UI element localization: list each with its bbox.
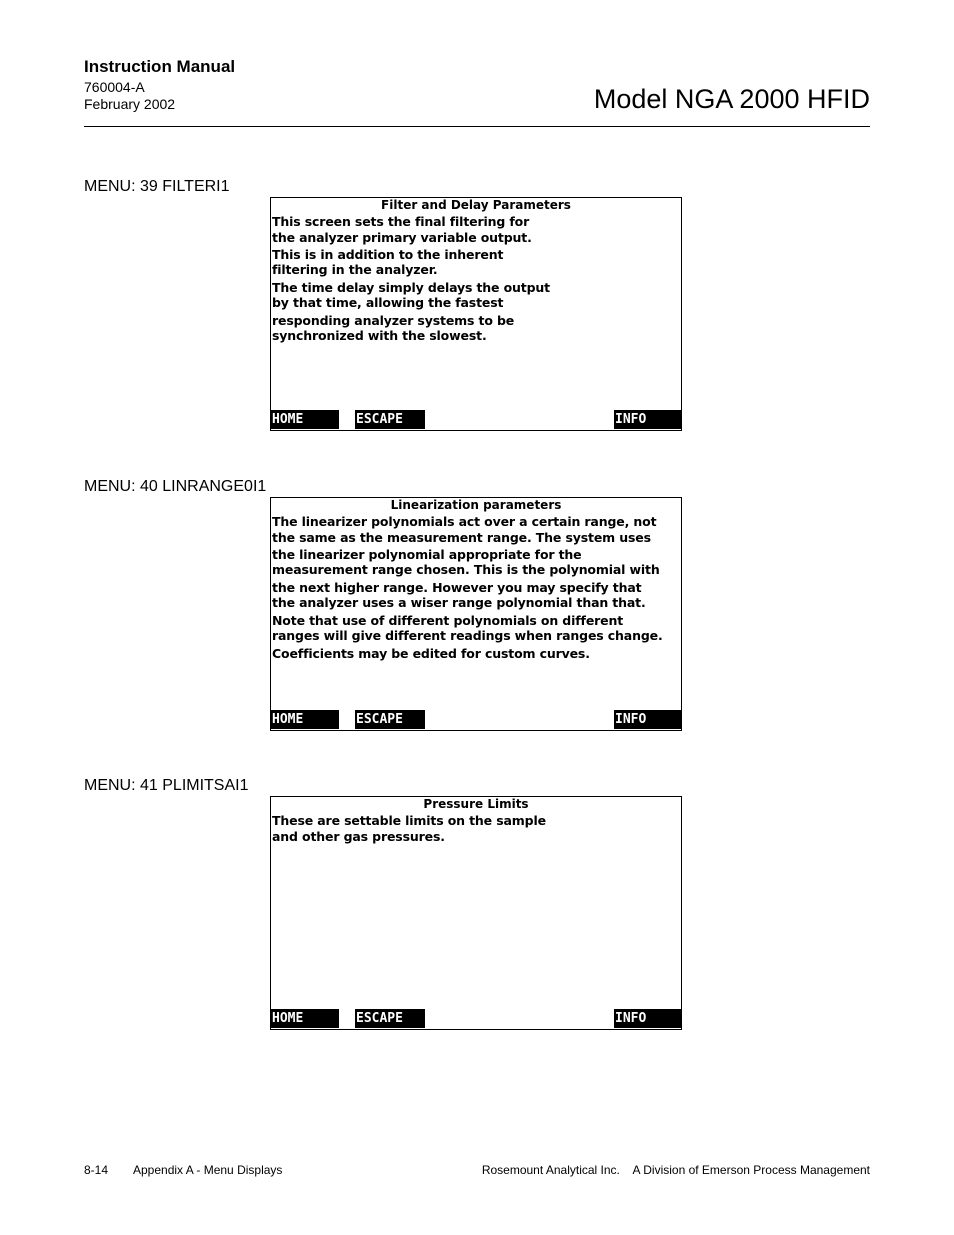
screen-text-line: These are settable limits on the sample	[272, 813, 546, 828]
screen-title: Linearization parameters	[390, 498, 562, 512]
model-title: Model NGA 2000 HFID	[593, 84, 870, 114]
screen-text-line: measurement range chosen. This is the polynomial with	[272, 562, 660, 577]
menu-label-39: MENU: 39 FILTERI1	[84, 178, 230, 195]
info-softkey[interactable]: INFO	[614, 1009, 681, 1028]
screen-text-line: This is in addition to the inherent	[272, 247, 504, 262]
menu-screen-41	[270, 796, 682, 1030]
home-softkey[interactable]: HOME	[271, 710, 339, 729]
section-title: Appendix A - Menu Displays	[133, 1163, 283, 1177]
screen-text-line: Coefficients may be edited for custom curves.	[272, 646, 590, 661]
document-number: 760004-A	[84, 79, 145, 95]
document-date: February 2002	[84, 96, 176, 112]
menu-screen-39	[270, 197, 682, 431]
screen-text-line: the analyzer uses a wiser range polynomial than that.	[272, 595, 646, 610]
home-softkey[interactable]: HOME	[271, 410, 339, 429]
header-divider	[84, 126, 870, 127]
menu-label-40: MENU: 40 LINRANGE0I1	[84, 478, 267, 495]
screen-title: Pressure Limits	[423, 797, 529, 811]
screen-text-line: The linearizer polynomials act over a certain range, not	[272, 514, 657, 529]
screen-text-line: by that time, allowing the fastest	[272, 295, 504, 310]
screen-text-line: synchronized with the slowest.	[272, 328, 487, 343]
screen-text-line: the next higher range. However you may specify that	[272, 580, 642, 595]
escape-softkey[interactable]: ESCAPE	[355, 1009, 425, 1028]
screen-title: Filter and Delay Parameters	[381, 198, 571, 212]
info-softkey[interactable]: INFO	[614, 710, 681, 729]
escape-softkey[interactable]: ESCAPE	[355, 710, 425, 729]
screen-text-line: filtering in the analyzer.	[272, 262, 438, 277]
home-softkey[interactable]: HOME	[271, 1009, 339, 1028]
info-softkey[interactable]: INFO	[614, 410, 681, 429]
screen-text-line: ranges will give different readings when ranges change.	[272, 628, 663, 643]
screen-text-line: The time delay simply delays the output	[272, 280, 550, 295]
menu-screen-40	[270, 497, 682, 731]
screen-text-line: the linearizer polynomial appropriate for the	[272, 547, 582, 562]
screen-text-line: This screen sets the final filtering for	[272, 214, 530, 229]
screen-text-line: responding analyzer systems to be	[272, 313, 515, 328]
menu-label-41: MENU: 41 PLIMITSAI1	[84, 777, 249, 794]
page-number: 8-14	[84, 1163, 109, 1177]
company-credit: Rosemount Analytical Inc. A Division of Emerson Process Management	[481, 1163, 870, 1177]
manual-title: Instruction Manual	[84, 57, 236, 76]
screen-text-line: the same as the measurement range. The system uses	[272, 530, 651, 545]
screen-text-line: and other gas pressures.	[272, 829, 445, 844]
screen-text-line: Note that use of different polynomials on different	[272, 613, 624, 628]
screen-text-line: the analyzer primary variable output.	[272, 230, 532, 245]
escape-softkey[interactable]: ESCAPE	[355, 410, 425, 429]
